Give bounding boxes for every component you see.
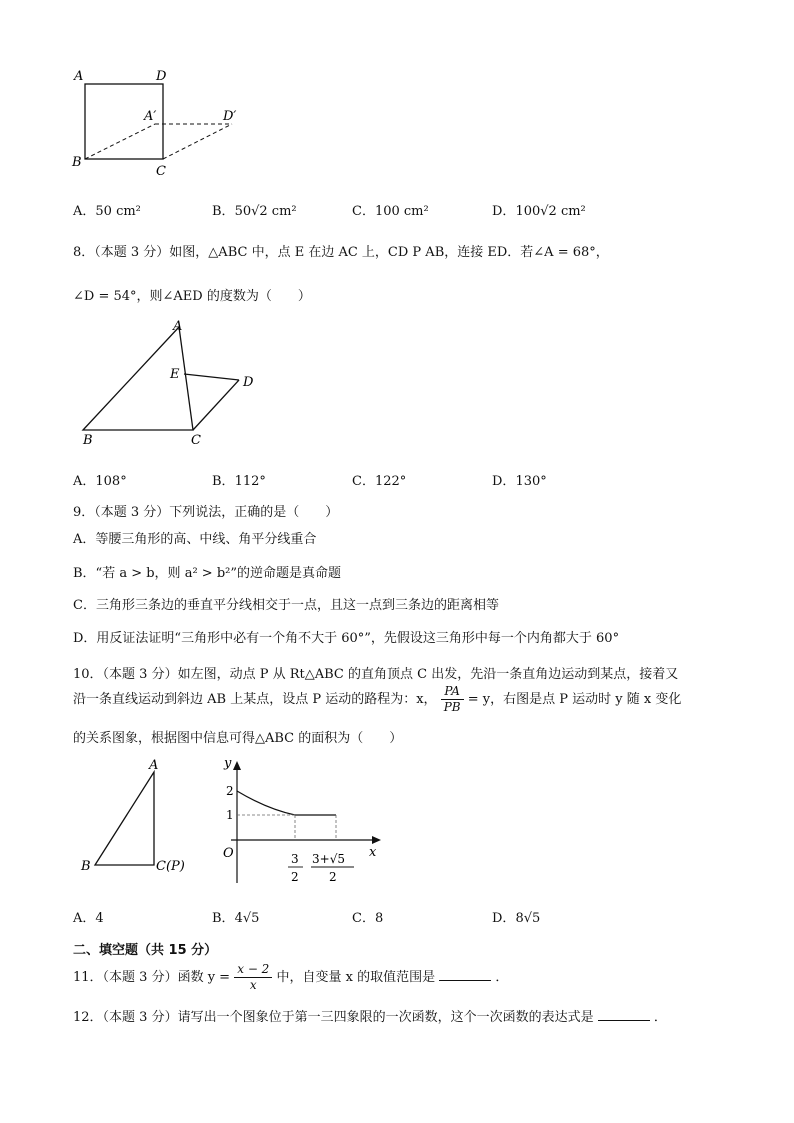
q11-frac-den: x: [249, 978, 257, 992]
q10-option-b: B．4√5: [212, 911, 260, 926]
q12-end: ．: [653, 1010, 667, 1025]
q10-x-tick1-den: 2: [291, 870, 299, 884]
q11-blank[interactable]: [439, 968, 491, 981]
q8-option-c: C．122°: [352, 474, 407, 489]
q10-x-tick2-den: 2: [329, 870, 337, 884]
q11-end: ．: [495, 970, 509, 985]
q7-label-D-prime: D′: [223, 109, 237, 124]
q7-label-B: B: [72, 155, 82, 170]
q10-line2-before: 沿一条直线运动到斜边 AB 上某点，设点 P 运动的路程为：x，: [73, 692, 437, 707]
q10-frac-den: PB: [443, 700, 461, 714]
q8-label-A: A: [173, 319, 183, 334]
q7-option-a: A．50 cm²: [73, 204, 141, 219]
q8-label-D: D: [243, 375, 254, 390]
q8-label-C: C: [191, 433, 201, 448]
q9-stem: 9．（本题 3 分）下列说法，正确的是（ ）: [73, 505, 339, 520]
q12-line: [73, 1006, 667, 1025]
q8-segment-CD: [193, 380, 239, 430]
q10-label-A: A: [149, 758, 159, 773]
q8-option-d: D．130°: [492, 474, 547, 489]
q10-triangle-ABC: [95, 772, 154, 865]
q10-line2-after: = y，右图是点 P 运动时 y 随 x 变化: [467, 692, 682, 707]
q10-stem-line2: [73, 684, 681, 715]
q10-y-tick-2: 2: [226, 784, 234, 798]
q9-option-b: B．“若 a > b，则 a² > b²”的逆命题是真命题: [73, 566, 341, 581]
q8-stem-line1: 8．（本题 3 分）如图，△ABC 中，点 E 在边 AC 上，CD P AB，连接 ED．若∠A = 68°，: [73, 245, 609, 260]
q10-axis-y-label: y: [224, 756, 232, 771]
q7-option-b: B．50√2 cm²: [212, 204, 297, 219]
q10-x-tick2-num: 3+√5: [312, 852, 345, 866]
q7-option-d: D．100√2 cm²: [492, 204, 586, 219]
q7-option-c: C．100 cm²: [352, 204, 429, 219]
q11-after: 中，自变量 x 的取值范围是: [276, 970, 436, 985]
q7-dashed-BA: [85, 124, 155, 159]
q9-option-a: A．等腰三角形的高、中线、角平分线重合: [73, 532, 317, 547]
q7-dashed-CD: [163, 124, 232, 159]
q10-y-axis-arrow: [233, 761, 241, 770]
q7-label-D: D: [156, 69, 167, 84]
q7-label-A-prime: A′: [144, 109, 157, 124]
section2-title: 二、填空题（共 15 分）: [73, 943, 218, 958]
q8-segment-ED: [184, 374, 239, 380]
q10-graph: [215, 755, 390, 890]
q11-line: [73, 962, 508, 993]
q8-option-b: B．112°: [212, 474, 266, 489]
q10-fraction: [441, 684, 464, 715]
q10-label-C: C(P): [156, 859, 185, 874]
q10-stem-line1: 10．（本题 3 分）如左图，动点 P 从 Rt△ABC 的直角顶点 C 出发，先沿一条直角边运动到某点，接着又: [73, 667, 679, 682]
q10-x-axis-arrow: [372, 836, 381, 844]
q10-y-tick-1: 1: [226, 808, 234, 822]
q11-fraction: [234, 962, 272, 993]
q10-label-B: B: [81, 859, 91, 874]
q9-option-c: C．三角形三条边的垂直平分线相交于一点，且这一点到三条边的距离相等: [73, 598, 499, 613]
q10-x-tick1-num: 3: [291, 852, 299, 866]
q10-axis-x-label: x: [369, 845, 377, 860]
q10-stem-line3: 的关系图象，根据图中信息可得△ABC 的面积为（ ）: [73, 731, 403, 746]
q7-label-C: C: [156, 164, 166, 179]
q10-frac-num: PA: [441, 684, 464, 700]
q8-option-a: A．108°: [73, 474, 127, 489]
q12-text: 12．（本题 3 分）请写出一个图象位于第一三四象限的一次函数，这个一次函数的表达式是: [73, 1010, 594, 1025]
q8-figure: [75, 318, 265, 453]
q11-before: 11．（本题 3 分）函数 y =: [73, 970, 231, 985]
q7-figure: [60, 62, 260, 182]
q10-option-d: D．8√5: [492, 911, 541, 926]
q8-stem-line2: ∠D = 54°，则∠AED 的度数为（ ）: [73, 289, 311, 304]
q11-frac-num: x − 2: [234, 962, 272, 978]
q10-option-c: C．8: [352, 911, 384, 926]
q10-triangle-figure: [75, 755, 205, 880]
q8-label-E: E: [170, 367, 180, 382]
q10-origin-label: O: [223, 846, 234, 861]
q10-curve: [237, 791, 295, 815]
q9-option-d: D．用反证法证明“三角形中必有一个角不大于 60°”，先假设这三角形中每一个内角都大于 60°: [73, 631, 620, 646]
q7-label-A: A: [74, 69, 84, 84]
q10-option-a: A．4: [73, 911, 104, 926]
q8-label-B: B: [83, 433, 93, 448]
q12-blank[interactable]: [598, 1008, 650, 1021]
